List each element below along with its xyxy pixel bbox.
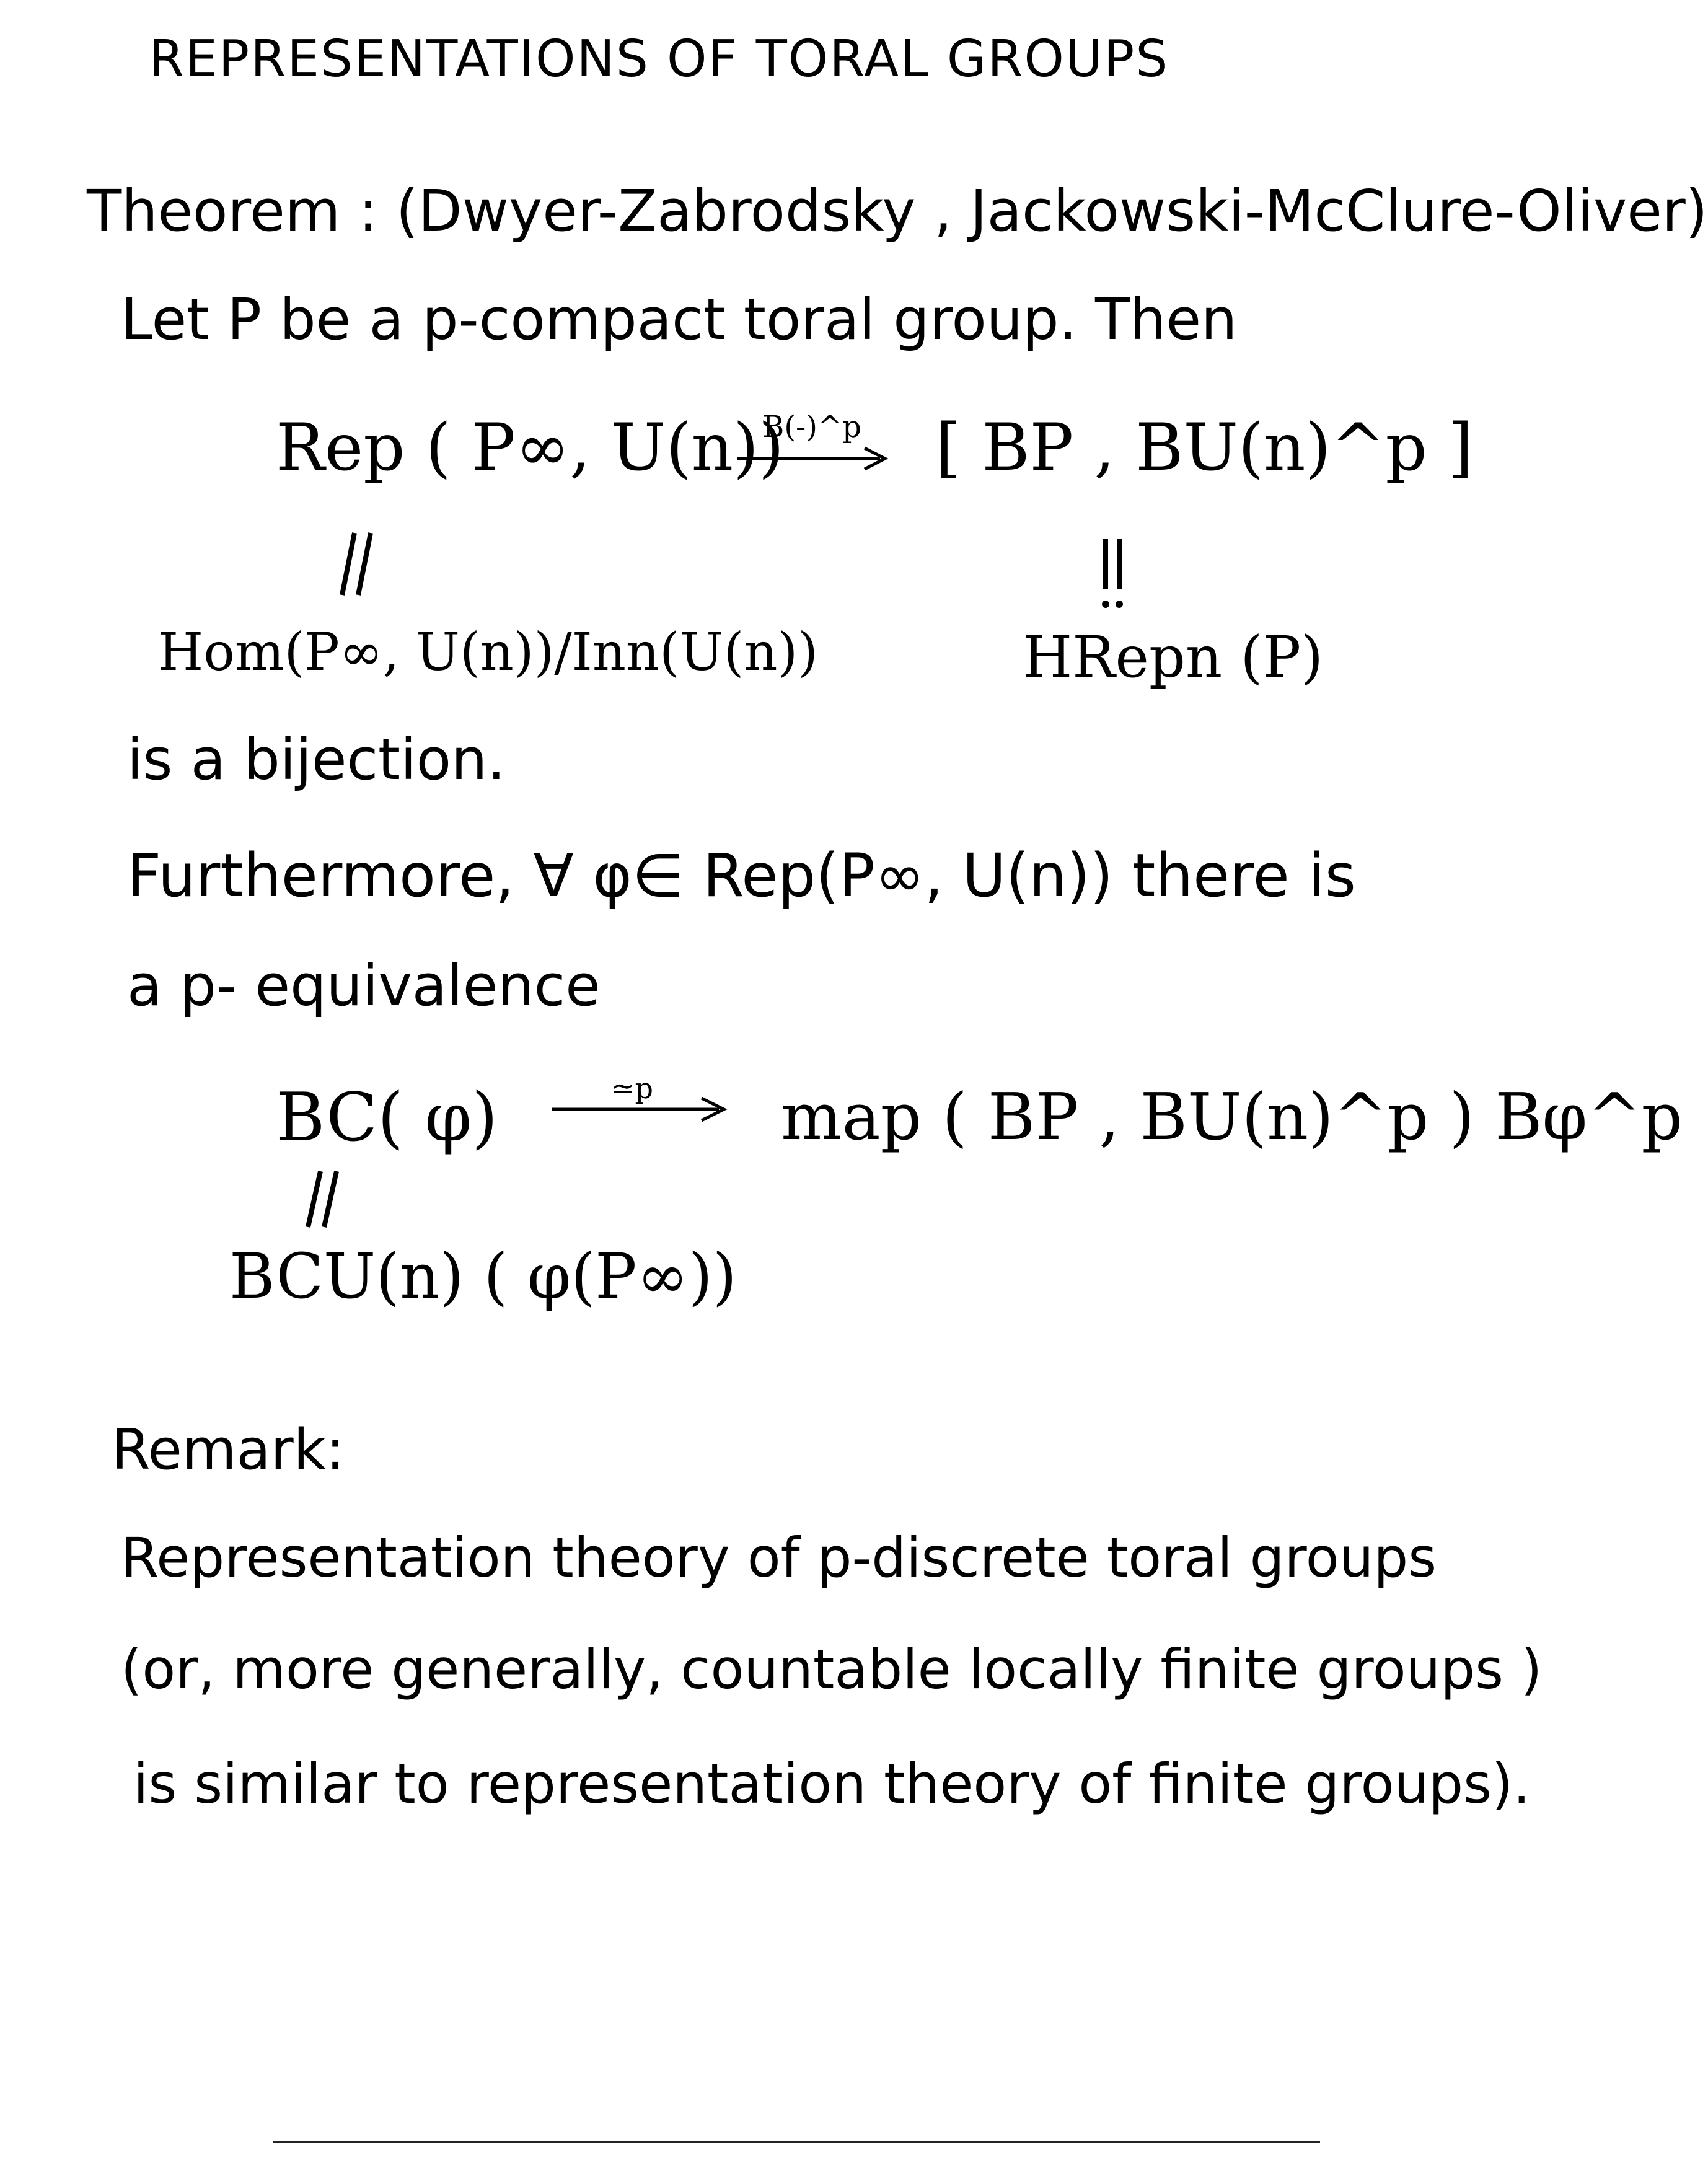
equivalence-arrow-label: ≃p: [611, 1072, 653, 1105]
remark-line: (or, more generally, countable locally finite groups ): [121, 1637, 1543, 1701]
page-title: REPRESENTATIONS OF TORAL GROUPS: [149, 30, 1169, 89]
bijection-text: is a bijection.: [127, 726, 506, 793]
equivalence-arrow: [545, 1066, 731, 1140]
map-arrow: [731, 406, 892, 486]
theorem-heading: Theorem : (Dwyer-Zabrodsky , Jackowski-McClure-Oliver): [87, 178, 1708, 244]
equivalence-line: a p- equivalence: [127, 953, 601, 1019]
target-identification: HRepn (P): [1023, 624, 1324, 690]
equality-mark: [328, 527, 384, 601]
equality-mark: [294, 1165, 350, 1233]
remark-heading: Remark:: [112, 1417, 345, 1482]
equality-mark: [1091, 533, 1134, 614]
furthermore-line: Furthermore, ∀ φ∈ Rep(P∞, U(n)) there is: [127, 841, 1356, 910]
remark-line: is similar to representation theory of finite groups).: [133, 1752, 1531, 1816]
bottom-rule: [273, 2141, 1320, 2143]
equiv-target: map ( BP , BU(n)^p ) Bφ^p: [781, 1079, 1683, 1155]
remark-line: Representation theory of p-discrete toral groups: [121, 1526, 1437, 1590]
map-target: [ BP , BU(n)^p ]: [936, 410, 1474, 485]
source-identification: Hom(P∞, U(n))/Inn(U(n)): [158, 622, 819, 682]
equiv-source: BC( φ): [276, 1079, 498, 1156]
centralizer-formula: BCU(n) ( φ(P∞)): [229, 1240, 737, 1313]
map-source: Rep ( P∞, U(n)): [276, 410, 785, 485]
map-arrow-label: B(-)^p: [762, 410, 861, 444]
theorem-statement: Let P be a p-compact toral group. Then: [121, 286, 1238, 353]
